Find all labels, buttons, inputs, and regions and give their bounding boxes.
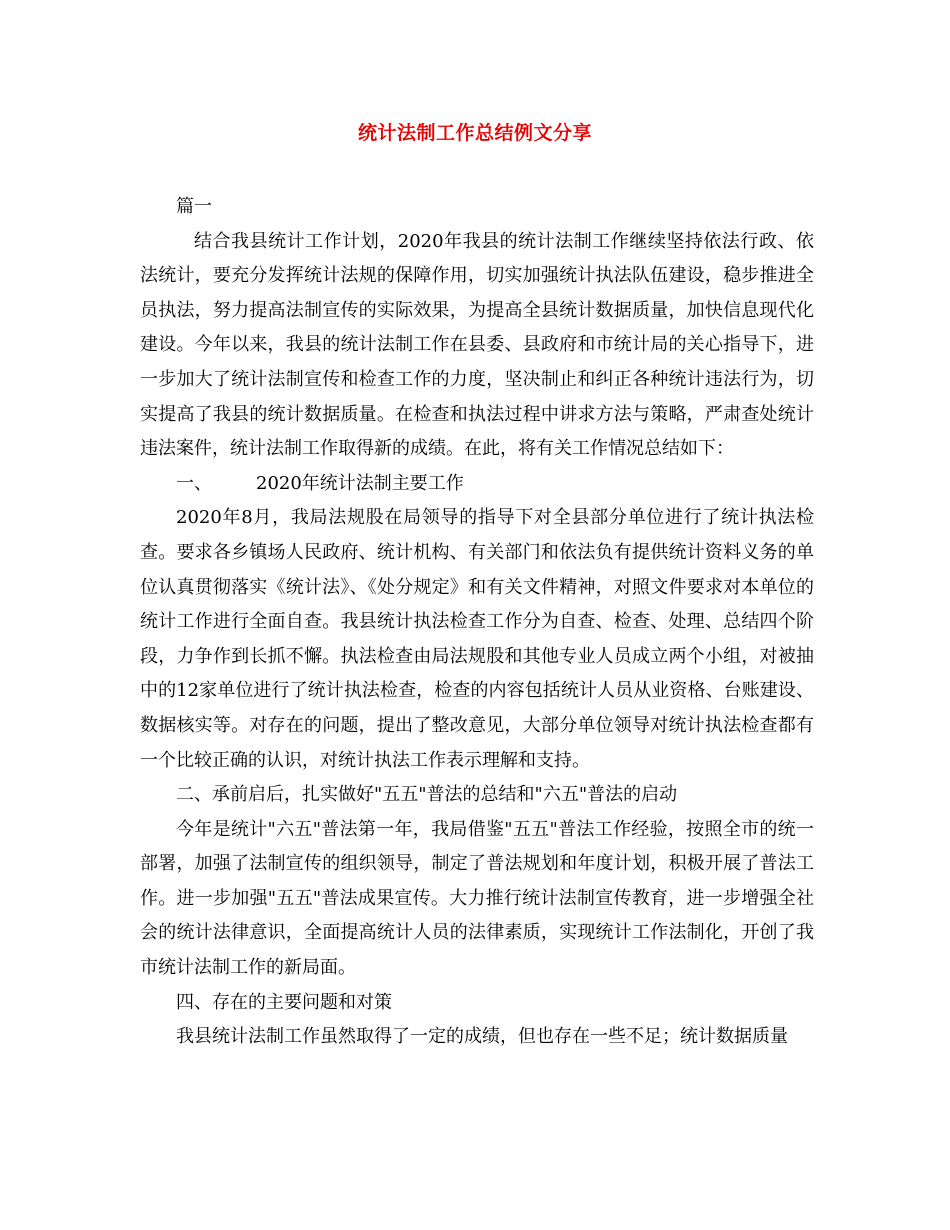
heading-1-number: 一、	[176, 472, 212, 494]
paragraph-problems: 我县统计法制工作虽然取得了一定的成绩，但也存在一些不足；统计数据质量	[176, 1026, 788, 1048]
document-body	[140, 190, 814, 1055]
document-title: 统计法制工作总结例文分享	[357, 122, 592, 144]
heading-4: 四、存在的主要问题和对策	[176, 991, 392, 1013]
paragraph-enforcement: 2020年8月，我局法规股在局领导的指导下对全县部分单位进行了统计执法检查。要求各乡镇场人民政府、统计机构、有关部门和依法负有提供统计资料义务的单位认真贯彻落实《统计法》、《处分规定》和有关文件精神，对照文件要求对本单位的统计工作进行全面自查。我县统计执法检查工作分为自查、检查、处理、总结四个阶段，力争作到长抓不懈。执法检查由局法规股和其他专业人员成立两个小组，对被抽中的12家单位进行了统计执法检查，检查的内容包括统计人员从业资格、台账建设、数据核实等。对存在的问题，提出了整改意见，大部分单位领导对统计执法检查都有一个比较正确的认识，对统计执法工作表示理解和支持。	[140, 507, 814, 771]
heading-2: 二、承前启后，扎实做好"五五"普法的总结和"六五"普法的启动	[176, 784, 678, 806]
intro-paragraph: 结合我县统计工作计划，2020年我县的统计法制工作继续坚持依法行政、依法统计，要充分发挥统计法规的保障作用，切实加强统计执法队伍建设，稳步推进全员执法，努力提高法制宣传的实际效果，为提高全县统计数据质量，加快信息现代化建设。今年以来，我县的统计法制工作在县委、县政府和市统计局的关心指导下，进一步加大了统计法制宣传和检查工作的力度，坚决制止和纠正各种统计违法行为，切实提高了我县的统计数据质量。在检查和执法过程中讲求方法与策略，严肃查处统计违法案件，统计法制工作取得新的成绩。在此，将有关工作情况总结如下：	[140, 230, 814, 460]
section-label: 篇一	[176, 196, 212, 217]
paragraph-legal-education: 今年是统计"六五"普法第一年，我局借鉴"五五"普法工作经验，按照全市的统一部署，加强了法制宣传的组织领导，制定了普法规划和年度计划，积极开展了普法工作。进一步加强"五五"普法成果宣传。大力推行统计法制宣传教育，进一步增强全社会的统计法律意识，全面提高统计人员的法律素质，实现统计工作法制化，开创了我市统计法制工作的新局面。	[140, 818, 814, 979]
heading-1-text: 2020年统计法制主要工作	[256, 472, 464, 494]
heading-1	[140, 467, 814, 502]
